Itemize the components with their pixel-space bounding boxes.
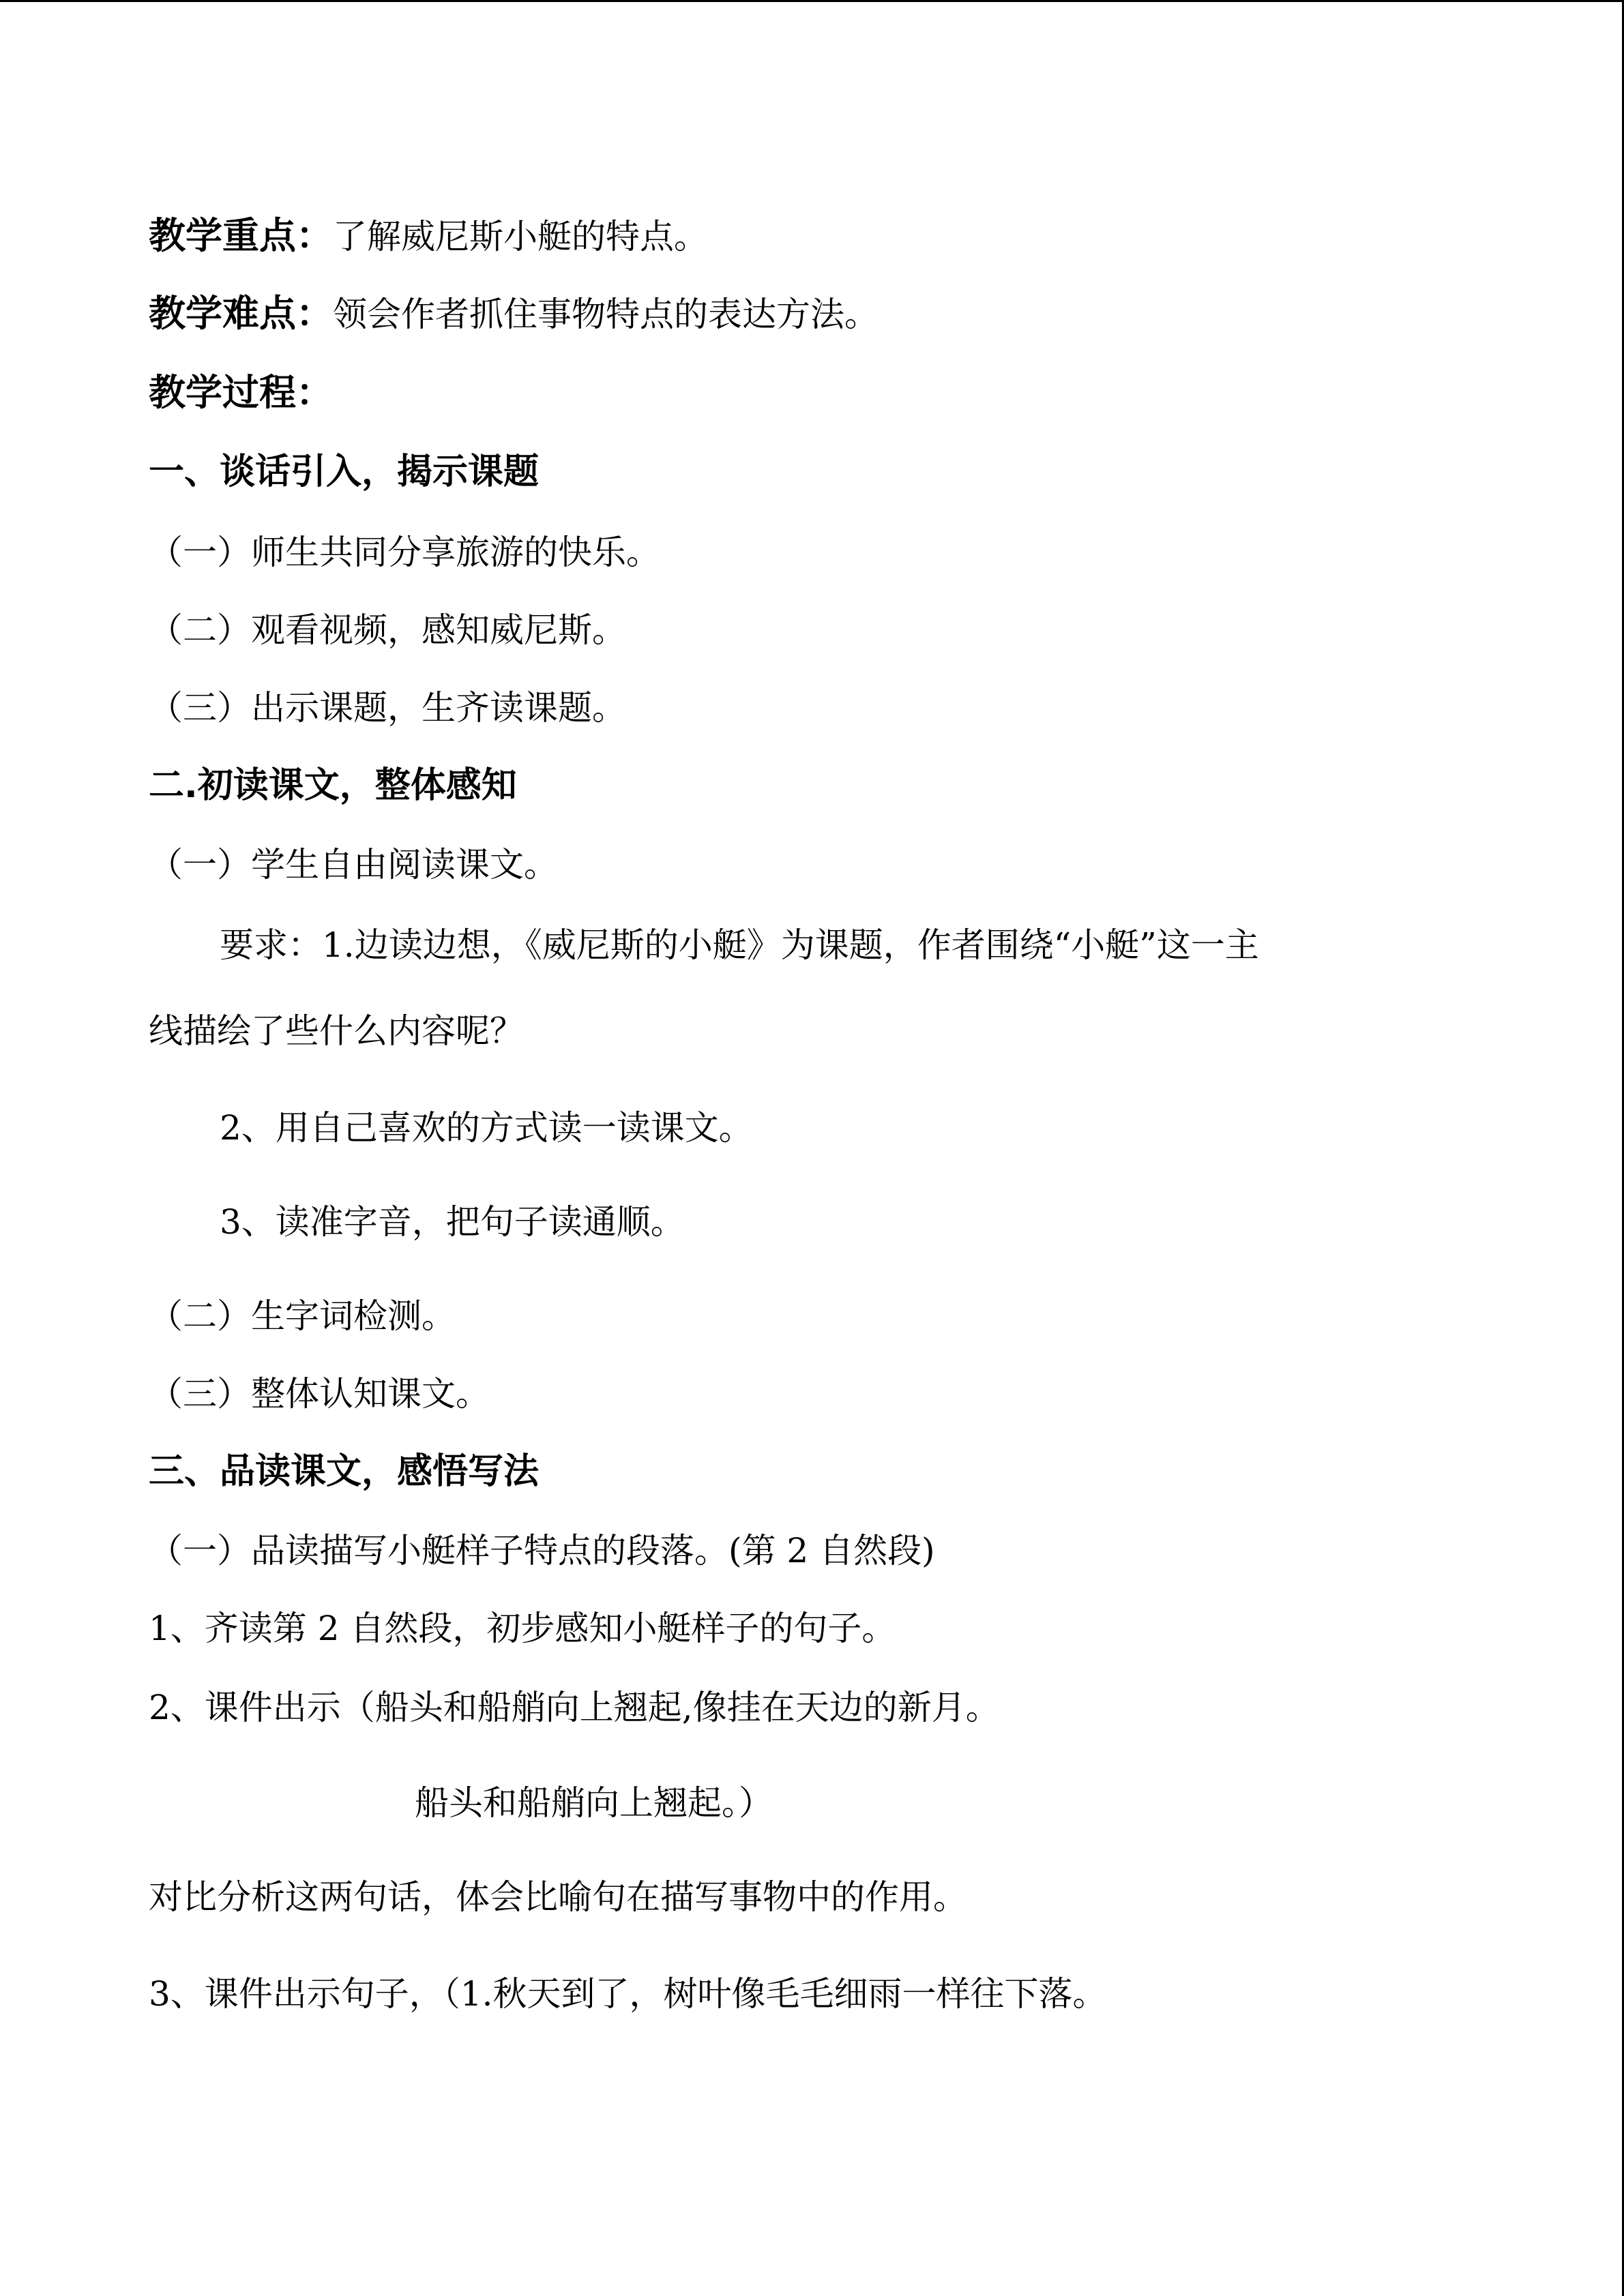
s3-paragraph-2: 2、课件出示（船头和船艄向上翘起,像挂在天边的新月。 — [149, 1688, 1000, 1727]
s2-requirement-3: 3、读准字音，把句子读通顺。 — [220, 1202, 685, 1242]
s3-item-1: （一）品读描写小艇样子特点的段落。(第 2 自然段) — [149, 1531, 935, 1570]
teaching-focus-line — [149, 215, 708, 256]
s3-paragraph-2-continued: 船头和船艄向上翘起。） — [415, 1783, 773, 1823]
s2-requirement-line-2: 线描绘了些什么内容呢？ — [149, 1011, 524, 1051]
s3-paragraph-4: 3、课件出示句子，（1.秋天到了，树叶像毛毛细雨一样往下落。 — [149, 1974, 1107, 2014]
s2-requirement-line-1: 要求：1.边读边想，《威尼斯的小艇》为课题，作者围绕“小艇”这一主 — [220, 925, 1259, 965]
s2-requirement-2: 2、用自己喜欢的方式读一读课文。 — [220, 1108, 753, 1148]
teaching-focus-label: 教学重点： — [149, 214, 333, 257]
s2-item-3: （三）整体认知课文。 — [149, 1374, 490, 1414]
teaching-difficulty-label: 教学难点： — [149, 292, 333, 335]
s3-paragraph-1: 1、齐读第 2 自然段，初步感知小艇样子的句子。 — [149, 1609, 896, 1648]
section-3-title: 三、品读课文，感悟写法 — [149, 1451, 540, 1492]
teaching-difficulty-line — [149, 293, 879, 334]
teaching-focus-text: 了解威尼斯小艇的特点。 — [333, 217, 708, 256]
section-1-title: 一、谈话引入，揭示课题 — [149, 451, 540, 492]
section-2-title: 二.初读课文，整体感知 — [149, 765, 517, 806]
s2-item-1: （一）学生自由阅读课文。 — [149, 845, 558, 884]
s1-item-2: （二）观看视频，感知威尼斯。 — [149, 610, 626, 650]
top-border — [0, 0, 1624, 2]
s1-item-1: （一）师生共同分享旅游的快乐。 — [149, 533, 660, 572]
teaching-difficulty-text: 领会作者抓住事物特点的表达方法。 — [333, 295, 879, 334]
s1-item-3: （三）出示课题，生齐读课题。 — [149, 688, 626, 728]
s3-paragraph-3: 对比分析这两句话，体会比喻句在描写事物中的作用。 — [149, 1877, 967, 1917]
teaching-process-title: 教学过程： — [149, 371, 333, 414]
s2-item-2: （二）生字词检测。 — [149, 1296, 456, 1336]
